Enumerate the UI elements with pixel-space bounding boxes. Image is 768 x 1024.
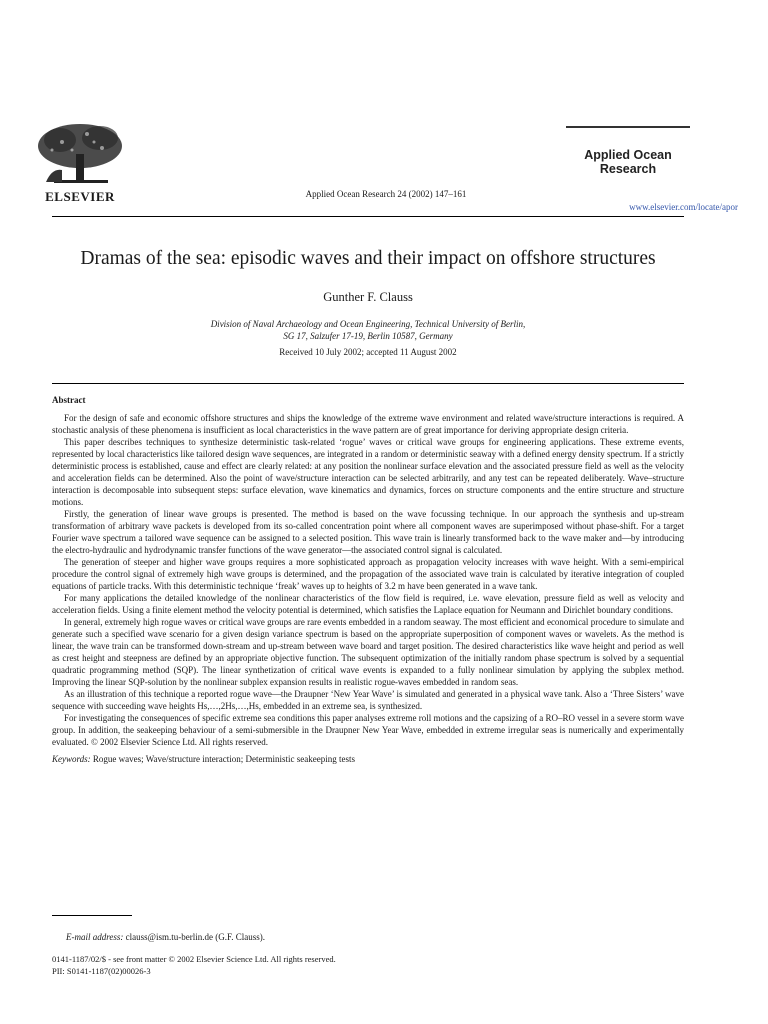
- affiliation-line2: SG 17, Salzufer 17-19, Berlin 10587, Germany: [283, 331, 453, 341]
- abstract-section: [52, 394, 684, 765]
- front-matter-notice: 0141-1187/02/$ - see front matter © 2002 Elsevier Science Ltd. All rights reserved.: [52, 954, 336, 964]
- received-dates: Received 10 July 2002; accepted 11 August 2002: [279, 347, 457, 357]
- author-affiliation: [52, 318, 684, 342]
- email-label: E-mail address:: [66, 932, 124, 942]
- abstract-divider: [52, 383, 684, 384]
- abstract-paragraph: For investigating the consequences of specific extreme sea conditions this paper analyses extreme roll motions and the capsizing of a RO–RO vessel in a severe storm wave group. In addition, the seakeeping behaviour of a semi-submersible in the Draupner New Year Wave, embedded in extreme irregular seas is numerically and experimentally evaluated. © 2002 Elsevier Science Ltd. All rights reserved.: [52, 713, 684, 747]
- journal-name-line2: Research: [599, 162, 657, 176]
- keywords-text: Rogue waves; Wave/structure interaction; Deterministic seakeeping tests: [92, 754, 355, 764]
- abstract-paragraph: The generation of steeper and higher wave groups requires a more sophisticated approach as propagation velocity increases with wave height. With a semi-empirical procedure the control signal of extremely high wave groups is determined, and the propagation of the associated wave train is calculated by iterative integration of coupled equations of particle tracks. With this deterministic technique ‘freak’ waves up to heights of 3.2 m have been generated in a wave tank.: [52, 557, 684, 591]
- affiliation-line1: Division of Naval Archaeology and Ocean Engineering, Technical University of Berlin,: [210, 319, 526, 329]
- keywords: [52, 753, 684, 765]
- pii-code: PII: S0141-1187(02)00026-3: [52, 966, 151, 976]
- abstract-paragraph: As an illustration of this technique a reported rogue wave—the Draupner ‘New Year Wave’ is simulated and generated in a physical wave tank. Also a ‘Three Sisters’ wave sequence with succeeding wave heights Hs,…,2Hs,…,Hs, embedded in an extreme sea, is synthesized.: [52, 689, 684, 711]
- email-address[interactable]: clauss@ism.tu-berlin.de (G.F. Clauss).: [125, 932, 265, 942]
- abstract-paragraph: In general, extremely high rogue waves or critical wave groups are rare events embedded in a random seaway. The most efficient and economical procedure to simulate and generate such a specified wave scenario for a given design variance spectrum is based on the appropriate superposition of component waves or wavelets. As the method is linear, the wave train can be transformed down-stream and up-stream between wave board and target position. The desired characteristics like wave height and period as well as crest height and steepness are defined by an appropriate objective function. The subsequent optimization of the initially random phase spectrum is solved by a sequential quadratic programming method (SQP). The linear synthetization of critical wave events is expanded to a fully nonlinear simulation by applying the subplex method. Improving the linear SQP-solution by the nonlinear subplex expansion results in realistic rogue-waves embedded in random seas.: [52, 617, 684, 687]
- abstract-paragraph: For the design of safe and economic offshore structures and ships the knowledge of the extreme wave environment and related wave/structure interactions is required. A stochastic analysis of these phenomena is insufficient as local characteristics in the wave pattern are of great importance for deriving appropriate design criteria.: [52, 413, 684, 435]
- author-email: [66, 932, 265, 942]
- abstract-paragraph: For many applications the detailed knowledge of the nonlinear characteristics of the flow field is required, i.e. wave elevation, pressure field as well as velocity and acceleration fields. Using a finite element method the velocity potential is determined, which satisfies the Laplace equation for Neumann and Dirichlet boundary conditions.: [52, 593, 684, 615]
- abstract-paragraph: This paper describes techniques to synthesize deterministic task-related ‘rogue’ waves or critical wave groups for engineering applications. These extreme events, represented by local characteristics like tailored design wave sequences, are integrated in a random or deterministic seaway with a defined energy density spectrum. If a strictly deterministic process is established, cause and effect are clearly related: at any position the nonlinear surface elevation and the associated pressure field as well as the velocity and acceleration fields can be determined. Also the point of wave/structure interaction can be selected arbitrarily, and any test can be repeated deliberately. Wave–structure interaction is decomposable into subsequent steps: surface elevation, wave kinematics and dynamics, forces on structure components and the entire structure and structure motions.: [52, 437, 684, 507]
- publisher-logo: [24, 120, 136, 205]
- journal-rule: [566, 126, 690, 128]
- article-title: Dramas of the sea: episodic waves and their impact on offshore structures: [80, 248, 656, 269]
- abstract-heading: Abstract: [52, 395, 86, 405]
- journal-logo: [566, 126, 690, 176]
- journal-url-link[interactable]: www.elsevier.com/locate/apor: [629, 202, 738, 212]
- journal-citation: Applied Ocean Research 24 (2002) 147–161: [305, 189, 467, 199]
- elsevier-tree-icon: [32, 120, 128, 188]
- abstract-paragraph: Firstly, the generation of linear wave groups is presented. The method is based on the wave focussing technique. In our approach the synthesis and up-stream transformation of arbitrary wave packets is developed from its so-called concentration point where all component waves are superimposed without phase-shift. For a target Fourier wave spectrum a tailored wave sequence can be assigned to a selected position. This wave train is linearly transformed back to the wave maker and—by introducing the electro-hydraulic and hydrodynamic transfer functions of the wave generator—the associated control signal is calculated.: [52, 509, 684, 555]
- keywords-label: Keywords:: [52, 754, 91, 764]
- header-divider: [52, 216, 684, 217]
- journal-name-line1: Applied Ocean: [584, 148, 672, 162]
- article-author: Gunther F. Clauss: [323, 290, 413, 304]
- publisher-name: ELSEVIER: [45, 189, 115, 204]
- footnote-divider: [52, 915, 132, 916]
